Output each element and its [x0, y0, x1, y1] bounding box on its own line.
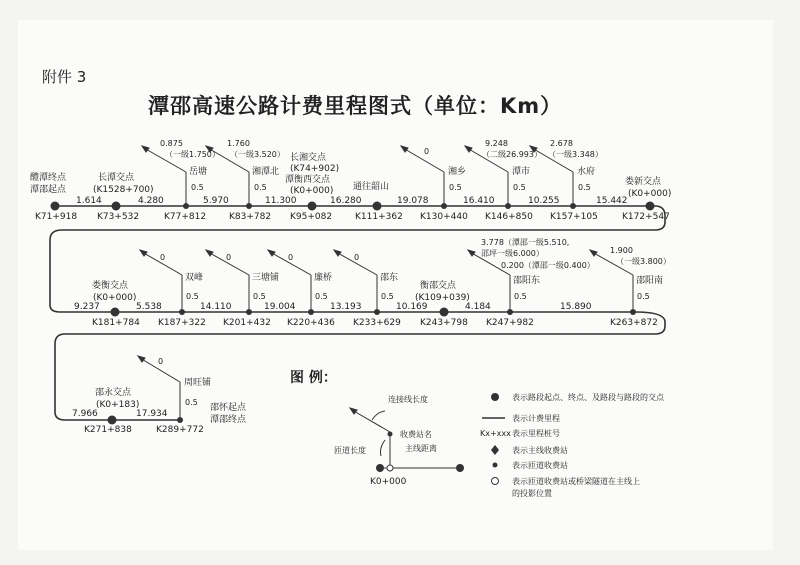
svg-text:的投影位置: 的投影位置 — [512, 489, 552, 498]
svg-text:K247+982: K247+982 — [486, 318, 534, 328]
node-xiangxiang — [441, 203, 447, 209]
svg-text:10.169: 10.169 — [396, 302, 428, 312]
svg-text:K130+440: K130+440 — [420, 212, 468, 222]
svg-text:1.760: 1.760 — [227, 139, 250, 148]
svg-text:K243+798: K243+798 — [420, 318, 468, 328]
svg-text:K181+784: K181+784 — [92, 318, 140, 328]
svg-text:三塘铺: 三塘铺 — [252, 273, 280, 283]
svg-text:邵坪一级6.000）: 邵坪一级6.000） — [481, 249, 544, 258]
node-xiangtanbei — [246, 203, 252, 209]
svg-text:3.778（潭邵一级5.510,: 3.778（潭邵一级5.510, — [481, 238, 570, 247]
page-title: 潭邵高速公路计费里程图式（单位：Km） — [148, 94, 563, 118]
svg-text:收费站名: 收费站名 — [400, 430, 432, 439]
svg-text:廉桥: 廉桥 — [314, 273, 333, 283]
row3 — [72, 356, 247, 435]
start-label-2: 潭邵起点 — [30, 185, 67, 195]
svg-text:双峰: 双峰 — [185, 273, 204, 283]
svg-text:10.255: 10.255 — [528, 196, 560, 206]
svg-text:K111+362: K111+362 — [355, 212, 403, 222]
row1-labels — [30, 139, 671, 222]
svg-text:19.078: 19.078 — [397, 196, 429, 206]
node-name-xiangxiang: 湘乡 — [448, 167, 467, 177]
svg-text:4.280: 4.280 — [138, 196, 164, 206]
svg-text:0.875: 0.875 — [160, 139, 183, 148]
svg-text:K271+838: K271+838 — [84, 425, 132, 435]
node-tanshi — [505, 203, 511, 209]
svg-text:K71+918: K71+918 — [35, 212, 78, 222]
svg-text:0: 0 — [226, 253, 232, 262]
svg-text:15.442: 15.442 — [596, 196, 628, 206]
svg-text:2.678: 2.678 — [550, 139, 573, 148]
svg-text:0.5: 0.5 — [253, 292, 266, 301]
node-name-changtan: 长潭交点 — [98, 173, 135, 183]
svg-text:（一级1.750）: （一级1.750） — [165, 150, 220, 159]
svg-text:0.200（潭邵一级0.400）: 0.200（潭邵一级0.400） — [501, 261, 595, 270]
svg-text:9.248: 9.248 — [485, 139, 508, 148]
svg-text:K146+850: K146+850 — [485, 212, 533, 222]
node-louxin — [646, 202, 655, 211]
svg-text:表示主线收费站: 表示主线收费站 — [512, 446, 568, 455]
node-shuifu — [570, 203, 576, 209]
svg-text:17.934: 17.934 — [136, 409, 168, 419]
svg-text:0.5: 0.5 — [578, 183, 591, 192]
svg-text:邵阳南: 邵阳南 — [636, 276, 664, 286]
attachment-label: 附件 3 — [42, 68, 87, 86]
svg-text:0.5: 0.5 — [315, 292, 328, 301]
svg-text:邵怀起点: 邵怀起点 — [210, 403, 247, 413]
legend — [290, 369, 665, 498]
svg-text:0: 0 — [158, 357, 164, 366]
svg-text:表示路段起点、终点、及路段与路段的交点: 表示路段起点、终点、及路段与路段的交点 — [512, 393, 664, 402]
row2-labels — [74, 237, 671, 328]
svg-text:娄衡交点: 娄衡交点 — [92, 281, 129, 291]
svg-text:（二级26.993）: （二级26.993） — [482, 150, 542, 159]
svg-text:表示匝道收费站: 表示匝道收费站 — [512, 461, 568, 470]
svg-text:衡邵交点: 衡邵交点 — [420, 281, 457, 291]
svg-text:0.5: 0.5 — [449, 183, 462, 192]
svg-text:K73+532: K73+532 — [97, 212, 140, 222]
svg-text:K77+812: K77+812 — [164, 212, 207, 222]
svg-text:(K74+902): (K74+902) — [290, 164, 340, 174]
svg-text:K263+872: K263+872 — [610, 318, 658, 328]
svg-text:主线距离: 主线距离 — [405, 444, 437, 453]
node-start — [51, 202, 60, 211]
svg-text:周旺铺: 周旺铺 — [184, 378, 212, 388]
svg-text:13.193: 13.193 — [330, 302, 362, 312]
start-label-1: 醴潭终点 — [30, 173, 67, 183]
svg-text:5.970: 5.970 — [203, 196, 229, 206]
svg-text:K220+436: K220+436 — [287, 318, 335, 328]
svg-text:0: 0 — [424, 147, 430, 156]
svg-text:0.5: 0.5 — [186, 292, 199, 301]
svg-text:K187+322: K187+322 — [158, 318, 206, 328]
svg-text:0.5: 0.5 — [191, 183, 204, 192]
node-name-shuifu: 水府 — [577, 167, 596, 177]
svg-text:(K109+039): (K109+039) — [415, 293, 470, 303]
node-yuetang — [183, 203, 189, 209]
svg-text:(K0+000): (K0+000) — [628, 189, 672, 199]
svg-text:9.237: 9.237 — [74, 302, 100, 312]
svg-text:（一级3.520）: （一级3.520） — [230, 150, 285, 159]
node-name-yuetang: 岳塘 — [189, 167, 208, 177]
node-shaoshan — [373, 202, 382, 211]
svg-text:潭衡西交点: 潭衡西交点 — [285, 175, 331, 185]
svg-text:0.5: 0.5 — [637, 292, 650, 301]
node-name-shaoshan: 通往韶山 — [353, 182, 390, 192]
svg-text:K83+782: K83+782 — [229, 212, 272, 222]
svg-text:0: 0 — [160, 253, 166, 262]
svg-text:15.890: 15.890 — [560, 302, 592, 312]
svg-text:（一级3.800）: （一级3.800） — [616, 257, 671, 266]
svg-text:K233+629: K233+629 — [353, 318, 401, 328]
svg-text:匝道长度: 匝道长度 — [334, 446, 366, 455]
svg-text:潭邵终点: 潭邵终点 — [210, 415, 247, 425]
svg-text:表示匝道收费站或桥梁隧道在主线上: 表示匝道收费站或桥梁隧道在主线上 — [512, 477, 640, 486]
svg-text:0: 0 — [354, 253, 360, 262]
svg-text:K201+432: K201+432 — [223, 318, 271, 328]
svg-text:图 例：: 图 例： — [290, 370, 337, 386]
svg-text:0: 0 — [288, 253, 294, 262]
svg-text:19.004: 19.004 — [264, 302, 296, 312]
svg-text:表示计费里程: 表示计费里程 — [512, 414, 560, 423]
node-changxiang — [308, 202, 317, 211]
svg-text:(K1528+700): (K1528+700) — [93, 185, 154, 195]
svg-text:(K0+000): (K0+000) — [93, 293, 137, 303]
svg-text:K157+105: K157+105 — [550, 212, 598, 222]
svg-text:娄新交点: 娄新交点 — [625, 177, 662, 187]
svg-text:Kx+xxx: Kx+xxx — [480, 429, 511, 438]
svg-text:(K0+183): (K0+183) — [96, 400, 140, 410]
svg-text:7.966: 7.966 — [72, 409, 98, 419]
svg-text:表示里程桩号: 表示里程桩号 — [512, 429, 560, 438]
svg-text:邵阳东: 邵阳东 — [513, 276, 541, 286]
svg-text:4.184: 4.184 — [465, 302, 491, 312]
svg-text:16.410: 16.410 — [463, 196, 495, 206]
svg-text:0.5: 0.5 — [254, 183, 267, 192]
svg-text:0.5: 0.5 — [514, 292, 527, 301]
node-name-xiangtanbei: 湘潭北 — [252, 167, 280, 177]
svg-text:K289+772: K289+772 — [156, 425, 204, 435]
svg-text:K0+000: K0+000 — [370, 477, 407, 487]
svg-text:14.110: 14.110 — [200, 302, 232, 312]
svg-text:1.614: 1.614 — [76, 196, 102, 206]
svg-text:长湘交点: 长湘交点 — [290, 153, 327, 163]
connector-2-3 — [55, 312, 665, 420]
svg-text:邵东: 邵东 — [380, 273, 399, 283]
svg-text:K172+547: K172+547 — [622, 212, 670, 222]
svg-text:0.5: 0.5 — [185, 398, 198, 407]
svg-text:(K0+000): (K0+000) — [290, 186, 334, 196]
svg-text:11.300: 11.300 — [265, 196, 297, 206]
svg-text:（一级3.348）: （一级3.348） — [548, 150, 603, 159]
svg-text:连接线长度: 连接线长度 — [388, 395, 428, 404]
svg-text:5.538: 5.538 — [136, 302, 162, 312]
svg-text:0.5: 0.5 — [513, 183, 526, 192]
svg-text:1.900: 1.900 — [610, 246, 633, 255]
node-name-tanshi: 潭市 — [512, 167, 531, 177]
svg-text:邵永交点: 邵永交点 — [95, 388, 132, 398]
svg-text:K95+082: K95+082 — [290, 212, 333, 222]
route-lines — [50, 206, 665, 420]
svg-text:0.5: 0.5 — [381, 292, 394, 301]
svg-text:16.280: 16.280 — [330, 196, 362, 206]
node-changtan — [112, 202, 121, 211]
